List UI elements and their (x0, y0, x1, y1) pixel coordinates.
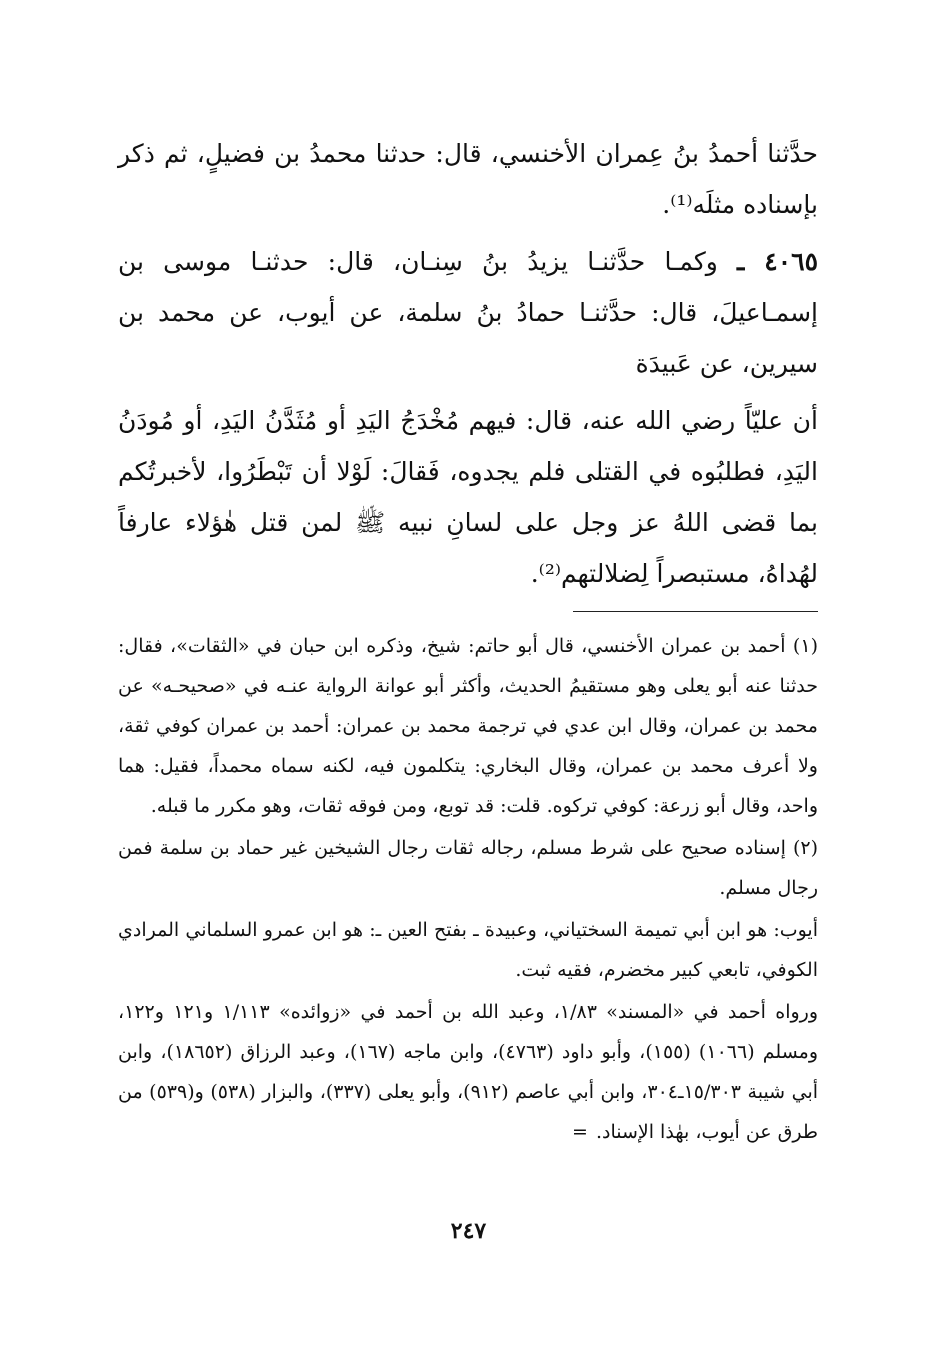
footnote-2-ayyub: أيوب: هو ابن أبي تميمة السختياني، وعبيدة ـ بفتح العين ـ: هو ابن عمرو السلماني المرادي الكوفي، تابعي كبير مخضرم، فقيه ثبت. (118, 919, 818, 981)
hadith-number: ٤٠٦٥ ـ (737, 247, 818, 276)
footnote-separator (573, 611, 818, 612)
footnote-1: (١) أحمد بن عمران الأخنسي، قال أبو حاتم: شيخ، وذكره ابن حبان في «الثقات»، فقال: حدثنا عنه أبو يعلى وهو مستقيمُ الحديث، وأكثر أبو عوانة الرواية عنـه في «صحيحـه» عن محمد بن عمران، وقال ابن عدي في ترجمة محمد بن عمران: أحمد بن عمران كوفي ثقة، ولا أعرف محمد بن عمران، وقال البخاري: يتكلمون فيه، لكنه سماه محمداً، فقيل: هما واحد، وقال أبو زرعة: كوفي تركوه. قلت: قد توبع، ومن فوقه ثقات، وهو مكرر ما قبله. (118, 635, 818, 817)
page-number: ٢٤٧ (450, 1218, 487, 1244)
paragraph-1: حدَّثنا أحمدُ بنُ عِمران الأخنسي، قال: حدثنا محمدُ بن فضيلٍ، ثم ذكر بإسناده مثلَه⁽¹⁾. (118, 139, 818, 219)
footnotes (118, 626, 818, 1152)
footnote-2: (٢) إسناده صحيح على شرط مسلم، رجاله ثقات رجال الشيخين غير حماد بن سلمة فمن رجال مسلم. (118, 837, 818, 899)
page-body (118, 128, 818, 1154)
footnote-2-sources (118, 992, 818, 1152)
paragraph-3: أن عليّاً رضي الله عنه، قال: فيهم مُخْدَجُ اليَدِ أو مُثَدَّنُ اليَدِ، أو مُودَنُ اليَدِ، فطلبُوه في القتلى فلم يجدوه، فَقالَ: لَوْلا أن تَبْطَرُوا، لأخبرتُكم بما قضى اللهُ عز وجل على لسانِ نبيه ﷺ لمن قتل هٰؤلاء عارفاً لهُداهُ، مستبصراً لِضلالتهم⁽²⁾. (118, 406, 818, 588)
footnote-2-sources-text: ورواه أحمد في «المسند» ١/٨٣، وعبد الله بن أحمد في «زوائده» ١/١١٣ و١٢١ و١٢٢، ومسلم (١٠٦٦) (١٥٥)، وأبو داود (٤٧٦٣)، وابن ماجه (١٦٧)، وعبد الرزاق (١٨٦٥٢)، وابن أبي شيبة ١٥/٣٠٣ـ٣٠٤، وابن أبي عاصم (٩١٢)، وأبو يعلى (٣٣٧)، والبزار (٥٣٨) و(٥٣٩) من طرق عن أيوب، بهٰذا الإسناد. (118, 1001, 819, 1143)
main-text (118, 128, 818, 599)
paragraph-2-text: وكمـا حدَّثنـا يزيدُ بنُ سِنـان، قال: حدثنـا موسى بن إسمـاعيلَ، قال: حدَّثنـا حمادُ بنُ سلمة، عن أيوب، عن محمد بن سيرين، عن عَبيدَة (118, 247, 818, 378)
continuation-mark: = (572, 1121, 588, 1143)
paragraph-2 (118, 236, 818, 389)
